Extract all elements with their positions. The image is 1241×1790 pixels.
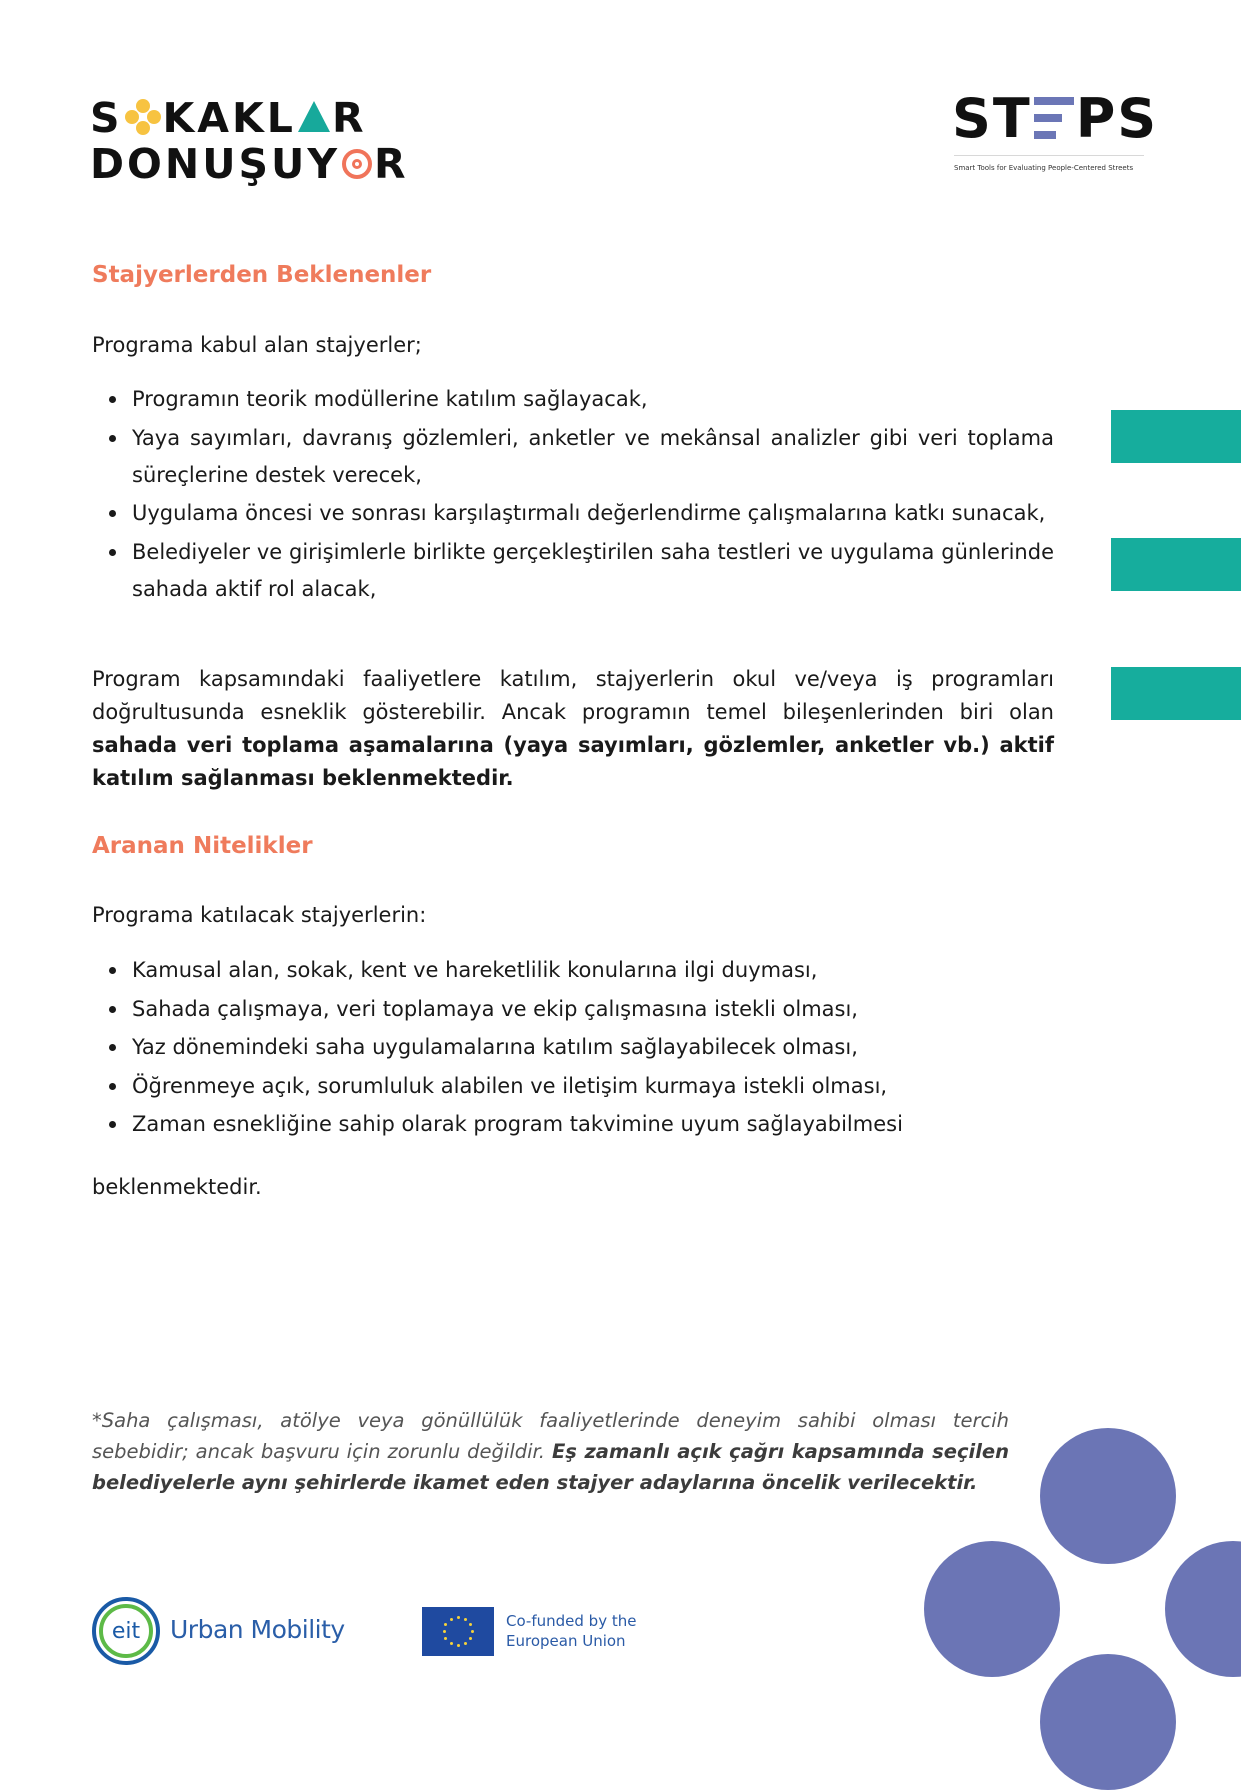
qualifications-list	[92, 952, 1054, 1145]
logo-text: R	[374, 140, 409, 188]
list-item: Kamusal alan, sokak, kent ve hareketlilik konularına ilgi duyması,	[92, 952, 1054, 989]
eu-cofunded-logo	[422, 1607, 682, 1663]
paragraph-text: Program kapsamındaki faaliyetlere katılım, stajyerlerin okul ve/veya iş programları doğrultusunda esneklik gösterebilir. Ancak programın temel bileşenlerinden biri olan	[92, 667, 1054, 724]
logo-text: R	[331, 94, 367, 142]
steps-logo	[952, 87, 1159, 182]
eu-flag-icon	[422, 1607, 494, 1656]
steps-divider	[954, 155, 1144, 156]
expectations-list	[92, 381, 1054, 609]
eu-star-icon	[464, 1618, 467, 1621]
cone-icon	[298, 101, 330, 132]
list-item: Öğrenmeye açık, sorumluluk alabilen ve iletişim kurmaya istekli olması,	[92, 1068, 1054, 1105]
eu-star-icon	[464, 1642, 467, 1645]
section-intro: Programa kabul alan stajyerler;	[92, 333, 422, 357]
footnote-italic: *Saha çalışması, atölye veya gönüllülük faaliyetlerinde deneyim sahibi olması tercih sebebidir; ancak başvuru için zorunlu değildir.	[92, 1409, 1009, 1463]
list-item: Uygulama öncesi ve sonrası karşılaştırmalı değerlendirme çalışmalarına katkı sunacak,	[92, 495, 1054, 532]
steps-bars-icon	[1034, 97, 1074, 139]
list-item: Sahada çalışmaya, veri toplamaya ve ekip çalışmasına istekli olması,	[92, 991, 1054, 1028]
steps-wordmark	[952, 87, 1159, 150]
list-item: Zaman esnekliğine sahip olarak program takvimine uyum sağlayabilmesi	[92, 1106, 1054, 1143]
circle-decoration	[1165, 1541, 1241, 1677]
eu-line-1: Co-funded by the	[506, 1612, 637, 1630]
eu-star-icon	[457, 1616, 460, 1619]
list-item: Belediyeler ve girişimlerle birlikte gerçekleştirilen saha testleri ve uygulama günlerinde sahada aktif rol alacak,	[92, 534, 1054, 608]
teal-bar-decoration	[1111, 538, 1241, 591]
eu-text	[506, 1611, 636, 1651]
logo-line-1	[90, 94, 367, 142]
eit-name: Urban Mobility	[170, 1615, 345, 1644]
list-item: Programın teorik modüllerine katılım sağlayacak,	[92, 381, 1054, 418]
logo-text: S	[90, 94, 123, 142]
list-item: Yaz dönemindeki saha uygulamalarına katılım sağlayabilecek olması,	[92, 1029, 1054, 1066]
sokaklar-donusuyor-logo	[90, 94, 409, 188]
steps-text: ST	[952, 87, 1032, 150]
eu-star-icon	[450, 1642, 453, 1645]
eu-star-icon	[469, 1623, 472, 1626]
eu-star-icon	[443, 1630, 446, 1633]
section-heading-expectations: Stajyerlerden Beklenenler	[92, 262, 432, 288]
eu-line-2: European Union	[506, 1632, 626, 1650]
eu-star-icon	[444, 1623, 447, 1626]
logo-line-2	[90, 140, 409, 188]
footnote	[92, 1405, 1009, 1498]
list-item: Yaya sayımları, davranış gözlemleri, anketler ve mekânsal analizler gibi veri toplama süreçlerine destek verecek,	[92, 420, 1054, 494]
logo-text: KAKL	[162, 94, 296, 142]
circle-decoration	[1040, 1654, 1176, 1790]
steps-text: PS	[1075, 87, 1159, 150]
paragraph-emphasis: sahada veri toplama aşamalarına (yaya sayımları, gözlemler, anketler vb.) aktif katılım sağlanması beklenmektedir.	[92, 733, 1054, 790]
eu-star-icon	[457, 1644, 460, 1647]
circle-decoration	[924, 1541, 1060, 1677]
eu-star-icon	[450, 1618, 453, 1621]
target-icon	[342, 149, 372, 179]
steps-tagline: Smart Tools for Evaluating People-Centered Streets	[954, 164, 1134, 172]
eu-star-icon	[444, 1637, 447, 1640]
eu-star-icon	[471, 1630, 474, 1633]
section-heading-qualifications: Aranan Nitelikler	[92, 833, 313, 859]
eit-urban-mobility-logo	[92, 1597, 352, 1669]
eu-star-icon	[469, 1637, 472, 1640]
circle-decoration	[1040, 1428, 1176, 1564]
teal-bar-decoration	[1111, 667, 1241, 720]
section-intro: Programa katılacak stajyerlerin:	[92, 903, 427, 927]
flower-icon	[125, 99, 161, 135]
footnote-bold: Eş zamanlı açık çağrı kapsamında seçilen belediyelerle aynı şehirlerde ikamet eden stajyer adaylarına öncelik verilecektir.	[92, 1440, 1009, 1494]
eit-mark: eit	[99, 1604, 153, 1658]
participation-paragraph	[92, 663, 1054, 795]
closing-text: beklenmektedir.	[92, 1175, 262, 1199]
logo-text: DONUŞUY	[90, 140, 341, 188]
teal-bar-decoration	[1111, 410, 1241, 463]
